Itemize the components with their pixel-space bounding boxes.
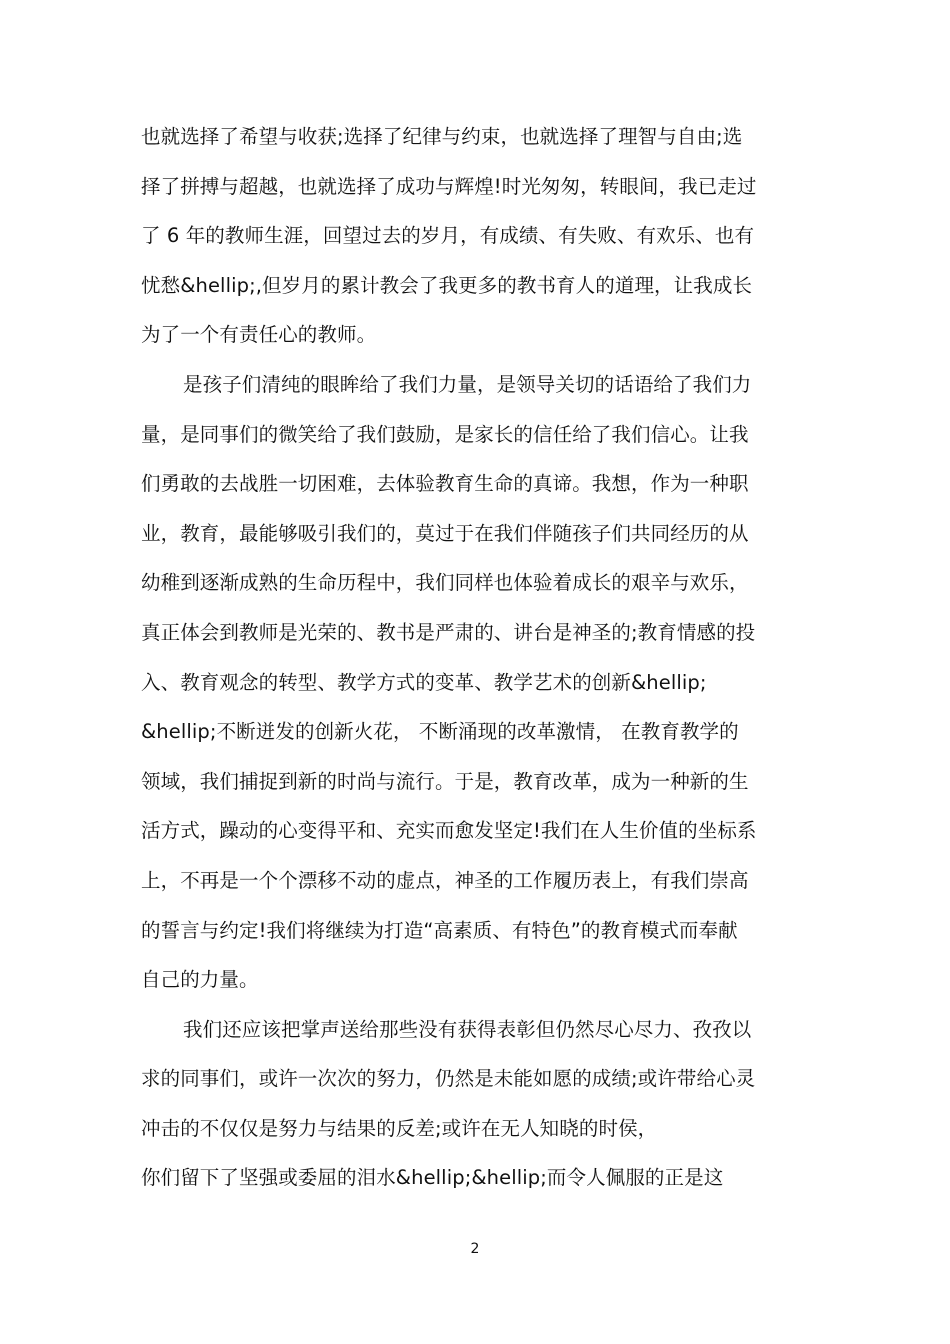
body-text xyxy=(141,112,831,1203)
paragraph-start-line: 我们还应该把掌声送给那些没有获得表彰但仍然尽心尽力、孜孜以 xyxy=(183,1017,752,1041)
text-line: 你们留下了坚强或委屈的泪水&hellip;&hellip;而令人佩服的正是这 xyxy=(141,1166,724,1190)
text-line: 为了一个有责任心的教师。 xyxy=(141,323,377,347)
text-line: 冲击的不仅仅是努力与结果的反差;或许在无人知晓的时侯， xyxy=(141,1116,658,1140)
text-line: 量，是同事们的微笑给了我们鼓励，是家长的信任给了我们信心。让我 xyxy=(141,422,749,446)
page-number: 2 xyxy=(470,1241,480,1257)
text-line: 上，不再是一个个漂移不动的虚点，神圣的工作履历表上，有我们崇高 xyxy=(141,868,749,892)
text-line: 求的同事们，或许一次次的努力，仍然是未能如愿的成绩;或许带给心灵 xyxy=(141,1067,756,1091)
text-line: 忧愁&hellip;,但岁月的累计教会了我更多的教书育人的道理，让我成长 xyxy=(141,273,753,297)
text-line: 们勇敢的去战胜一切困难，去体验教育生命的真谛。我想，作为一种职 xyxy=(141,472,749,496)
text-line: 择了拼搏与超越，也就选择了成功与辉煌!时光匆匆，转眼间，我已走过 xyxy=(141,174,757,198)
text-line: 业，教育，最能够吸引我们的，莫过于在我们伴随孩子们共同经历的从 xyxy=(141,521,749,545)
text-line: 幼稚到逐渐成熟的生命历程中，我们同样也体验着成长的艰辛与欢乐， xyxy=(141,571,749,595)
text-line: 自己的力量。 xyxy=(141,968,259,992)
text-line: 真正体会到教师是光荣的、教书是严肃的、讲台是神圣的;教育情感的投 xyxy=(141,620,756,644)
text-line: 的誓言与约定!我们将继续为打造“高素质、有特色”的教育模式而奉献 xyxy=(141,918,738,942)
text-line: 领域，我们捕捉到新的时尚与流行。于是，教育改革，成为一种新的生 xyxy=(141,769,749,793)
text-line: 入、教育观念的转型、教学方式的变革、教学艺术的创新&hellip; xyxy=(141,670,707,694)
text-line: 也就选择了希望与收获;选择了纪律与约束，也就选择了理智与自由;选 xyxy=(141,125,743,148)
text-line: &hellip;不断迸发的创新火花， 不断涌现的改革激情， 在教育教学的 xyxy=(141,720,739,744)
text-line: 了 6 年的教师生涯，回望过去的岁月，有成绩、有失败、有欢乐、也有 xyxy=(141,224,755,248)
text-line: 活方式，躁动的心变得平和、充实而愈发坚定!我们在人生价值的坐标系 xyxy=(141,819,757,843)
paragraph-start-line: 是孩子们清纯的眼眸给了我们力量，是领导关切的话语给了我们力 xyxy=(183,372,752,396)
